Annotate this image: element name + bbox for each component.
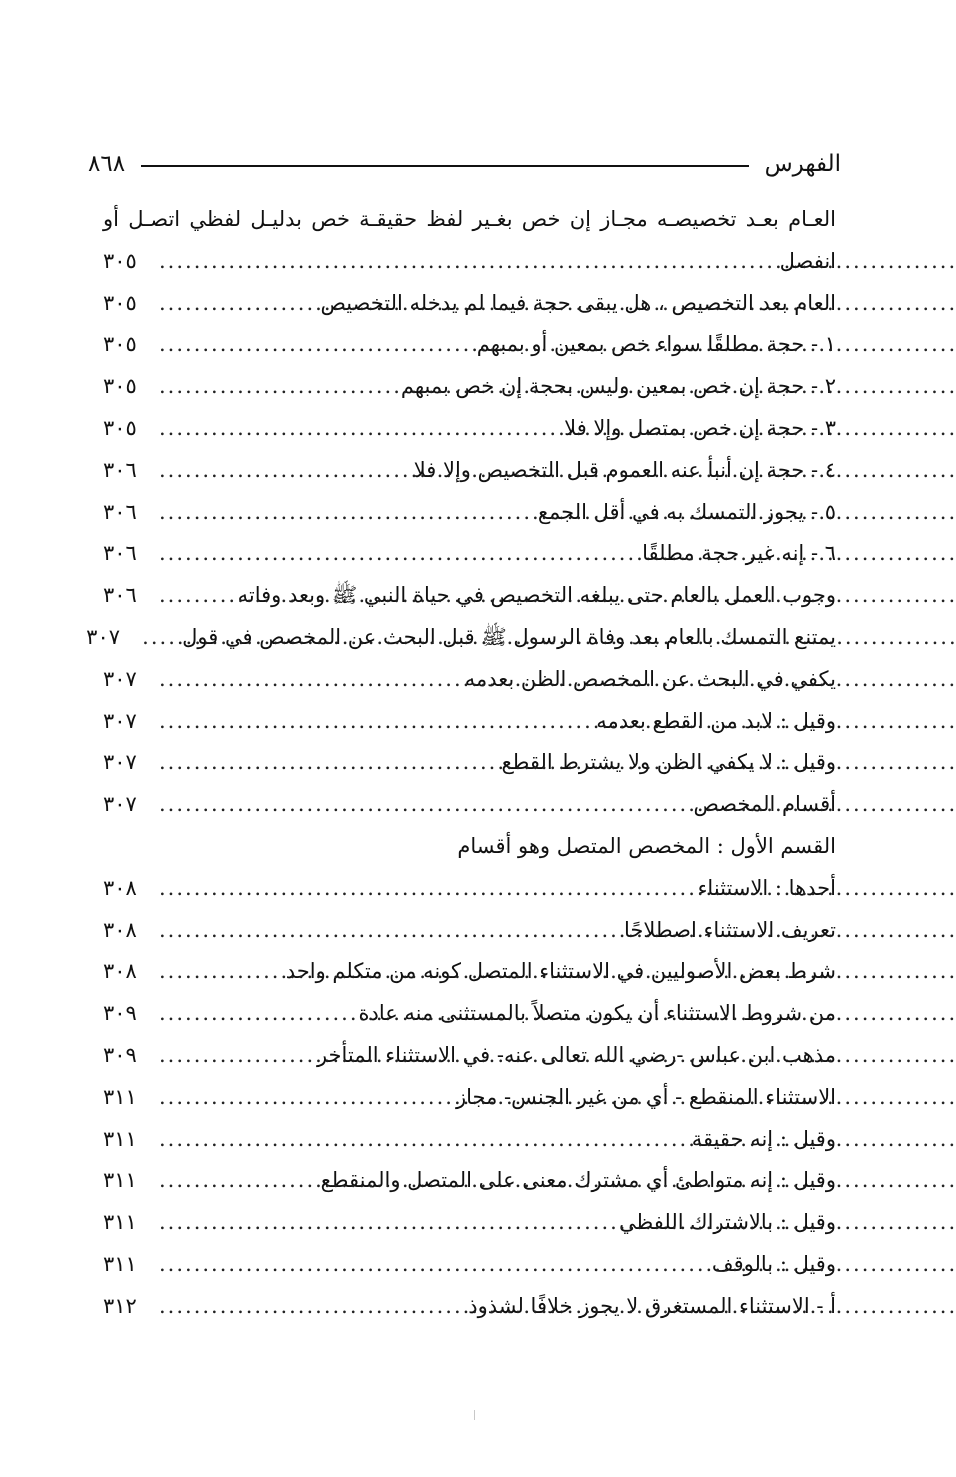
toc-leader-dots: [159, 450, 404, 492]
toc-entry-text: وقيل : بالوقف: [711, 1251, 836, 1276]
toc-entry: [103, 408, 836, 450]
toc-leader-dots: [159, 575, 228, 617]
toc-entry-text: ٣ - حجة إن خص بمتصل وإلا فلا: [564, 415, 836, 440]
toc-entry: [103, 283, 836, 325]
toc-entry: [103, 1119, 836, 1161]
toc-entry: [103, 659, 836, 701]
toc-entry-text: من شروط الاستثناء أن يكون متصلاً بالمستثنى منه عادة: [358, 1001, 836, 1026]
toc-entry: [103, 1202, 836, 1244]
toc-leader-dots: [159, 993, 348, 1035]
toc-entry-text: الاستثناء المنقطع - أي من غير الجنس- مجاز: [456, 1084, 836, 1109]
toc-entry-text: أ - الاستثناء المستغرق لا يجوز خلافًا لشذوذ: [468, 1293, 836, 1318]
toc-entry-page: ٣٠٥: [103, 290, 137, 315]
toc-entry-page: ٣٠٥: [103, 248, 137, 273]
toc-leader-dots: [159, 492, 528, 534]
toc-entry: [86, 617, 836, 659]
toc-entry: [103, 951, 836, 993]
page-number: ٨٦٨: [88, 151, 126, 177]
toc-entry: [103, 1160, 836, 1202]
toc-entry-text: ٦ - إنه غير حجة مطلقًا: [642, 541, 836, 566]
toc-leader-dots: [159, 659, 455, 701]
toc-entry: [103, 993, 836, 1035]
toc-leader-dots: [159, 1035, 307, 1077]
toc-entry: [103, 450, 836, 492]
toc-entry-page: ٣٠٨: [103, 917, 137, 942]
toc-entry-page: ٣١١: [103, 1210, 137, 1235]
table-of-contents: [86, 199, 836, 1328]
toc-entry: [103, 742, 836, 784]
toc-entry: [103, 199, 836, 241]
toc-leader-dots: [159, 241, 770, 283]
toc-entry-page: ٣٠٥: [103, 415, 137, 440]
toc-entry: [103, 575, 836, 617]
toc-entry: [103, 492, 836, 534]
toc-entry-text: ٢ - حجة إن خص بمعين وليس بحجة إن خص بمبهم: [400, 374, 836, 399]
toc-entry-text: يمتنع التمسك بالعام بعد وفاة الرسول ﷺ قبل البحث عن المخصص في قول: [182, 624, 836, 649]
toc-entry-text: تعريف الاستثناء اصطلاحًا: [624, 917, 836, 942]
toc-entry: [103, 1244, 836, 1286]
toc-entry-page: ٣١٢: [103, 1293, 137, 1318]
toc-leader-dots: [159, 283, 310, 325]
toc-entry-text: وقيل : بالاشتراك اللفظي: [619, 1210, 836, 1235]
toc-entry-page: ٣١١: [103, 1126, 137, 1151]
toc-leader-dots: [159, 1160, 311, 1202]
toc-leader-dots: [159, 742, 491, 784]
toc-entry: [103, 910, 836, 952]
toc-entry-page: ٣٠٧: [86, 624, 121, 649]
header-title: الفهرس: [764, 151, 841, 177]
toc-entry-page: ٣٠٨: [103, 875, 137, 900]
toc-leader-dots: [159, 324, 467, 366]
toc-entry-page: ٣٠٧: [103, 666, 137, 691]
toc-entry: [103, 1077, 836, 1119]
toc-leader-dots: [159, 951, 276, 993]
toc-entry-page: ٣٠٦: [103, 541, 137, 566]
toc-entry-page: ٣٠٦: [103, 457, 137, 482]
toc-entry-page: ٣٠٧: [103, 792, 137, 817]
toc-entry: [103, 868, 836, 910]
toc-entry-page: ٣١١: [103, 1251, 137, 1276]
toc-leader-dots: [159, 701, 586, 743]
toc-entry-text: ١ - حجة مطلقًا سواء خص بمعين أو بمبهم: [476, 332, 836, 357]
toc-leader-dots: [142, 617, 172, 659]
page-header: [88, 146, 841, 182]
toc-entry-text: وقيل : إنه حقيقة: [691, 1126, 836, 1151]
toc-leader-dots: [159, 366, 391, 408]
toc-entry-text: القسم الأول : المخصص المتصل وهو أقسام: [457, 833, 836, 858]
toc-entry-page: ٣٠٨: [103, 959, 137, 984]
toc-entry-page: ٣١١: [103, 1084, 137, 1109]
toc-entry-text: يكفي في البحث عن المخصص الظن بعدمه: [464, 666, 836, 691]
toc-entry-text: ٤ - حجة إن أنبأ عنه العموم قبل التخصيص وإلا فلا: [413, 457, 836, 482]
toc-entry-text: وقيل : لابد من القطع بعدمه: [596, 708, 836, 733]
toc-entry-page: ٣٠٧: [103, 750, 137, 775]
toc-entry-text: شرط بعض الأصوليين في الاستثناء المتصل كونه من متكلم واحد: [285, 959, 836, 984]
toc-leader-dots: [159, 1244, 702, 1286]
toc-entry: [103, 701, 836, 743]
toc-entry-page: ٣١١: [103, 1168, 137, 1193]
toc-entry: [103, 324, 836, 366]
toc-leader-dots: [159, 1202, 609, 1244]
toc-entry: [103, 1286, 836, 1328]
toc-entry: [103, 784, 836, 826]
toc-entry-text: ٥ - يجوز التمسك به في أقل الجمع: [537, 499, 836, 524]
toc-entry-text: العام بعد التخصيص ، هل يبقى حجة فيما لم يدخله التخصيص: [320, 290, 836, 315]
toc-entry-text: مذهب ابن عباس -رضي الله تعالى عنه- في الاستثناء المتأخر: [316, 1042, 836, 1067]
toc-leader-dots: [159, 1286, 458, 1328]
toc-entry: [103, 1035, 836, 1077]
toc-entry-text: وجوب العمل بالعام حتى يبلغه التخصيص في حياة النبي ﷺ وبعد وفاته: [237, 583, 836, 608]
toc-entry-text: وقيل : إنه متواطئ أي مشترك معنى على المتصل والمنقطع: [320, 1168, 836, 1193]
toc-entry-page: ٣٠٥: [103, 332, 137, 357]
toc-leader-dots: [159, 784, 683, 826]
toc-leader-dots: [159, 1119, 682, 1161]
toc-leader-dots: [159, 868, 688, 910]
toc-leader-dots: [159, 408, 554, 450]
toc-entry-text: العـام بعـد تخصيصـه مجـاز إن خص بغـير لفظ حقيقـة خص بدليـل لفظي اتصـل أو: [103, 207, 836, 231]
toc-entry: [103, 241, 836, 283]
toc-entry-text: وقيل : لا يكفي الظن ولا يشترط القطع: [501, 750, 836, 775]
toc-leader-dots: [159, 1077, 446, 1119]
toc-entry-page: ٣٠٦: [103, 499, 137, 524]
toc-entry-page: ٣٠٩: [103, 1001, 137, 1026]
toc-entry: [103, 533, 836, 575]
header-rule: [141, 165, 749, 167]
toc-entry-page: ٣٠٦: [103, 583, 137, 608]
toc-leader-dots: [159, 533, 632, 575]
toc-entry-text: أقسام المخصص: [693, 792, 836, 817]
toc-entry: [103, 826, 836, 868]
toc-entry-page: ٣٠٩: [103, 1042, 137, 1067]
toc-entry-page: ٣٠٥: [103, 374, 137, 399]
page-bottom-mark: [474, 1410, 475, 1420]
toc-entry-text: أحدها : الاستثناء: [697, 875, 836, 900]
toc-leader-dots: [159, 910, 614, 952]
toc-entry-page: ٣٠٧: [103, 708, 137, 733]
toc-entry: [103, 366, 836, 408]
toc-entry-text: انفصل: [779, 248, 836, 273]
